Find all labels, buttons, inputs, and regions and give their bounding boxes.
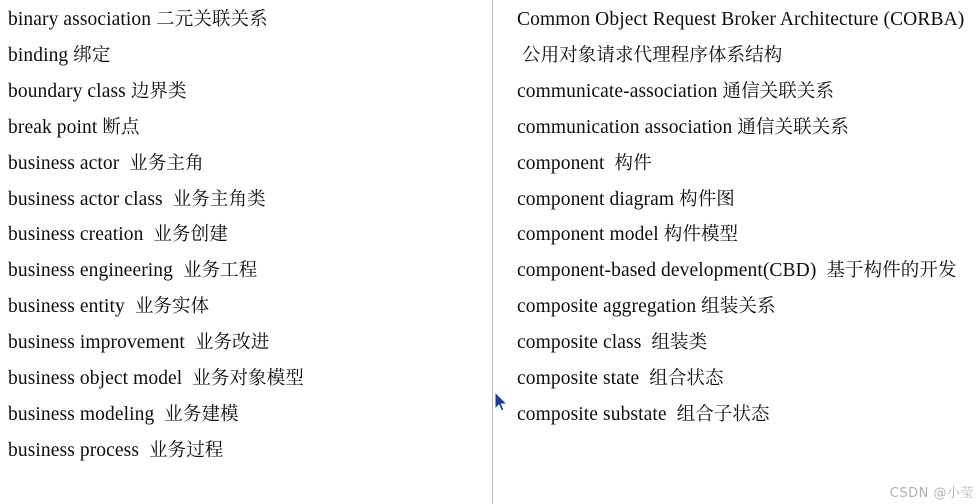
term-en: business engineering xyxy=(8,260,174,282)
term-en: component model xyxy=(517,224,659,246)
glossary-entry xyxy=(8,289,495,325)
term-zh: 通信关联关系 xyxy=(737,116,849,138)
term-en: business entity xyxy=(8,296,125,318)
term-en: binary association xyxy=(8,9,152,30)
glossary-entry xyxy=(8,253,495,289)
glossary-entry xyxy=(8,38,495,74)
term-en: binding xyxy=(8,44,69,66)
term-en: component xyxy=(517,152,605,174)
term-zh: 业务工程 xyxy=(182,260,258,282)
term-zh: 组装关系 xyxy=(701,296,776,318)
glossary-entry xyxy=(8,146,495,182)
glossary-entry xyxy=(517,182,980,218)
term-zh: 业务实体 xyxy=(134,296,210,318)
column-divider xyxy=(492,0,493,504)
glossary-column-right xyxy=(495,0,980,504)
term-en: boundary class xyxy=(8,80,126,102)
term-zh: 基于构件的开发 xyxy=(826,260,957,282)
term-zh: 业务创建 xyxy=(153,224,228,246)
glossary-entry xyxy=(517,325,980,361)
term-zh: 断点 xyxy=(102,116,140,138)
term-zh: 业务主角 xyxy=(129,152,204,174)
term-en: business object model xyxy=(8,368,183,390)
term-en: business process xyxy=(8,439,140,461)
term-zh: 绑定 xyxy=(73,44,111,66)
glossary-entry xyxy=(8,74,495,110)
term-en: component diagram xyxy=(517,188,675,210)
term-zh: 组合状态 xyxy=(649,368,724,390)
term-zh: 边界类 xyxy=(130,80,187,102)
watermark: CSDN @小莹 xyxy=(889,486,974,501)
term-zh: 构件 xyxy=(614,152,652,174)
glossary-entry xyxy=(517,253,980,289)
term-zh: 业务建模 xyxy=(164,403,239,425)
term-zh: 组装类 xyxy=(651,332,708,354)
term-en: business creation xyxy=(8,224,144,246)
term-en: business actor xyxy=(8,152,120,174)
term-en: business improvement xyxy=(8,332,185,354)
glossary-entry xyxy=(517,110,980,146)
term-en: component-based development(CBD) xyxy=(517,260,817,282)
term-zh: 构件图 xyxy=(679,188,735,210)
glossary-entry xyxy=(8,361,495,397)
term-en: break point xyxy=(8,116,98,138)
glossary-entry xyxy=(517,146,980,182)
term-en: composite state xyxy=(517,368,640,390)
glossary-entry xyxy=(517,397,980,433)
term-en: communicate-association xyxy=(517,80,718,102)
term-en: business actor class xyxy=(8,188,163,210)
term-en: composite class xyxy=(517,332,642,354)
term-zh: 业务改进 xyxy=(194,332,270,354)
glossary-entry xyxy=(517,361,980,397)
term-en: Common Object Request Broker Architecture (CORBA) xyxy=(517,9,965,30)
glossary-entry xyxy=(8,182,495,218)
glossary-entry xyxy=(8,325,495,361)
term-zh: 组合子状态 xyxy=(676,403,770,425)
term-zh: 公用对象请求代理程序体系结构 xyxy=(521,44,783,66)
glossary-entry xyxy=(517,74,980,110)
glossary-entry xyxy=(517,2,980,74)
term-en: business modeling xyxy=(8,403,155,425)
glossary-entry xyxy=(8,397,495,433)
glossary-entry xyxy=(8,110,495,146)
term-en: composite aggregation xyxy=(517,296,697,318)
term-zh: 业务主角类 xyxy=(172,188,266,210)
term-zh: 通信关联关系 xyxy=(722,80,835,102)
glossary-entry xyxy=(8,2,495,38)
term-zh: 构件模型 xyxy=(663,224,739,246)
term-zh: 二元关联关系 xyxy=(156,9,268,30)
glossary-entry xyxy=(517,217,980,253)
term-en: communication association xyxy=(517,116,733,138)
glossary-entry xyxy=(8,433,495,469)
glossary-entry xyxy=(517,289,980,325)
term-zh: 业务过程 xyxy=(149,439,224,461)
term-zh: 业务对象模型 xyxy=(192,368,304,390)
term-en: composite substate xyxy=(517,403,667,425)
glossary-entry xyxy=(8,217,495,253)
